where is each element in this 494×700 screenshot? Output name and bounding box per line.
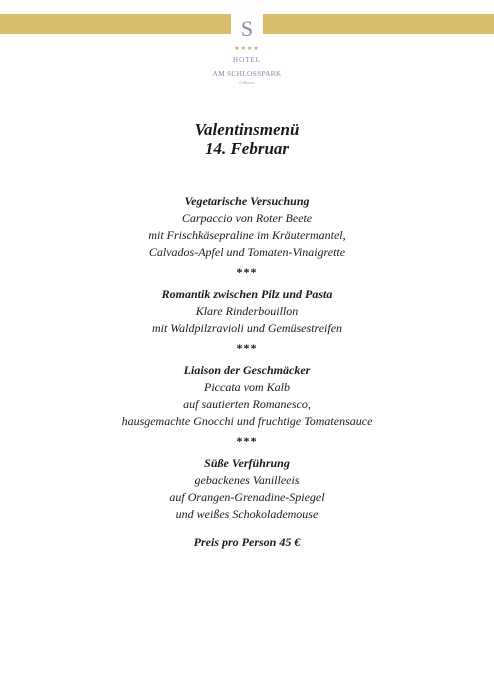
menu-date: 14. Februar [204,139,290,158]
course [0,361,494,430]
course-separator: *** [236,341,258,355]
course-line: Klare Rinderbouillon [195,304,299,318]
course-line: auf Orangen-Grenadine-Spiegel [169,490,325,504]
course-line: mit Waldpilzravioli und Gemüsestreifen [151,321,343,335]
course-name: Süße Verführung [204,456,290,470]
course [0,454,494,523]
menu-price: Preis pro Person 45 € [193,535,301,549]
logo-hotel-text: HOTEL [233,56,261,64]
menu-title: Valentinsmenü [194,120,300,139]
course-name: Romantik zwischen Pilz und Pasta [161,287,333,301]
logo-letter: S [240,16,254,41]
menu-content [0,120,494,551]
course-line: mit Frischkäsepraline im Kräutermantel, [148,228,346,242]
course-separator: *** [236,265,258,279]
logo-emblem [231,14,263,44]
course-line: auf sautierten Romanesco, [183,397,311,411]
course-line: Calvados-Apfel und Tomaten-Vinaigrette [148,245,346,259]
course-name: Vegetarische Versuchung [184,194,310,208]
course-separator: *** [236,434,258,448]
logo-city: Gifhorn [239,79,255,85]
star-rating-icon: ★★★★ [234,45,260,52]
course [0,285,494,337]
course-line: gebackenes Vanilleeis [194,473,300,487]
course-line: Carpaccio von Roter Beete [181,211,313,225]
course-line: und weißes Schokolademouse [175,507,319,521]
course-name: Liaison der Geschmäcker [183,363,311,377]
course [0,192,494,261]
course-line: Piccata vom Kalb [204,380,290,394]
course-line: hausgemachte Gnocchi und fruchtige Tomatensauce [121,414,373,428]
course-list [0,192,494,523]
hotel-logo [0,14,494,85]
logo-hotel-name: AM SCHLOSSPARK [212,69,282,78]
